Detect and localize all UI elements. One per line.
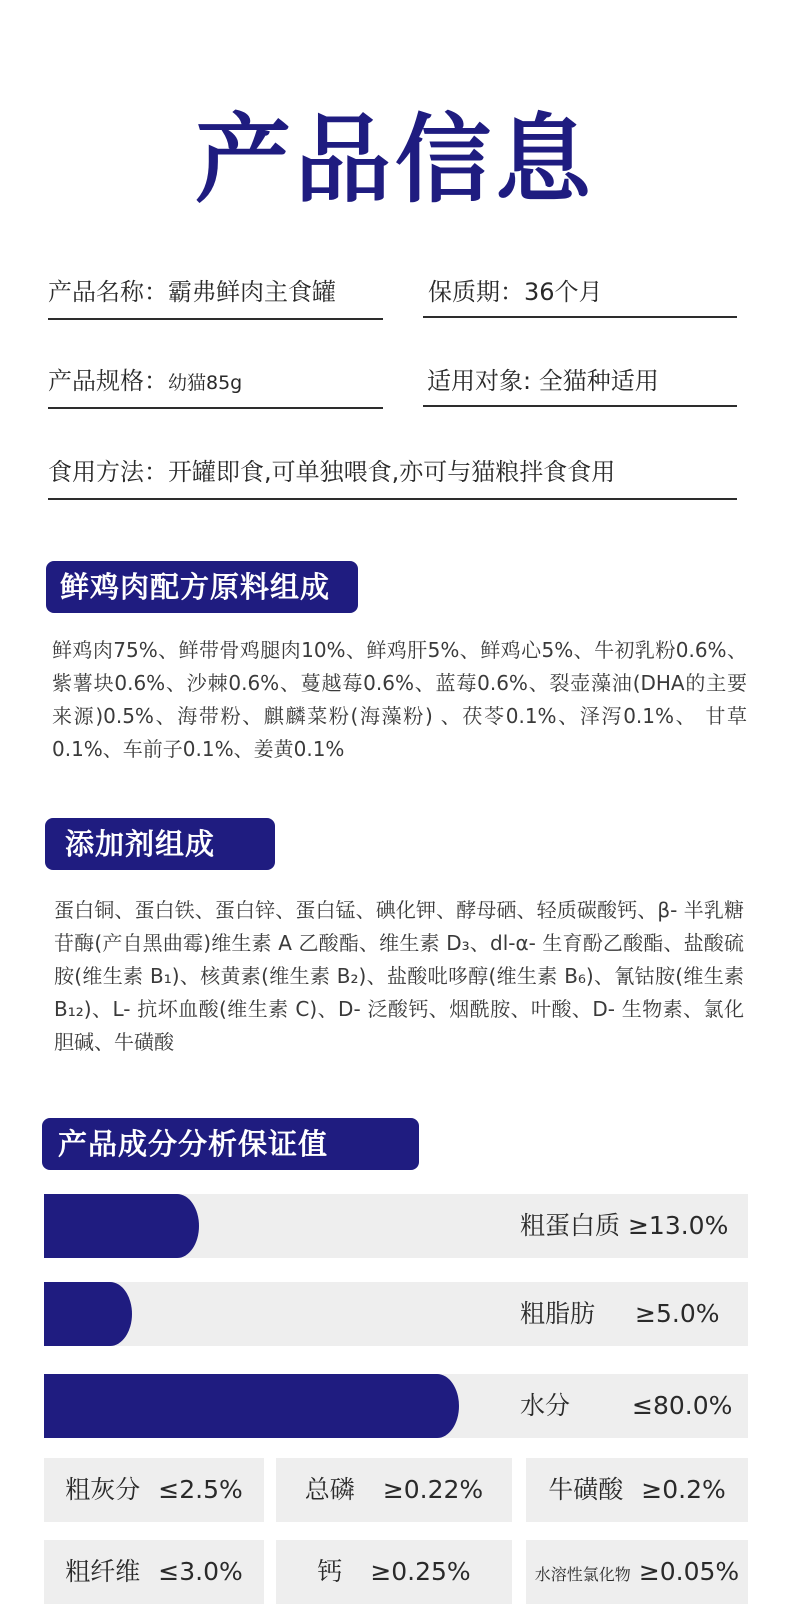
chloride-value: ≥0.05% xyxy=(638,1557,740,1586)
fat-bar xyxy=(44,1282,748,1346)
page-title: 产品信息 xyxy=(195,104,595,216)
calcium-cell xyxy=(276,1540,512,1604)
calcium-name: 钙 xyxy=(317,1557,343,1586)
fat-bar-fill xyxy=(44,1282,132,1346)
usage-label: 食用方法： xyxy=(48,458,168,486)
protein-name: 粗蛋白质 xyxy=(520,1211,621,1240)
shelf-life-field xyxy=(423,272,737,318)
shelf-life-value: 36个月 xyxy=(524,278,603,306)
protein-bar xyxy=(44,1194,748,1258)
target-value: 全猫种适用 xyxy=(538,367,659,395)
target-field xyxy=(423,361,737,407)
moisture-name: 水分 xyxy=(520,1391,571,1420)
protein-bar-label xyxy=(520,1194,728,1258)
fiber-name: 粗纤维 xyxy=(65,1557,141,1586)
ash-name: 粗灰分 xyxy=(65,1475,141,1504)
calcium-value: ≥0.25% xyxy=(370,1557,471,1586)
chloride-name: 水溶性氯化物 xyxy=(534,1565,631,1584)
taurine-name: 牛磺酸 xyxy=(548,1475,624,1504)
moisture-bar-label xyxy=(520,1374,732,1438)
phosphorus-value: ≥0.22% xyxy=(382,1475,484,1504)
ash-cell xyxy=(44,1458,264,1522)
taurine-cell xyxy=(526,1458,748,1522)
target-label: 适用对象: xyxy=(427,367,539,395)
analysis-heading: 产品成分分析保证值 xyxy=(42,1118,419,1170)
spec-value: 幼猫85g xyxy=(168,372,243,394)
ash-value: ≤2.5% xyxy=(158,1475,243,1504)
fat-value: ≥5.0% xyxy=(635,1299,720,1328)
spec-field xyxy=(48,361,383,409)
additives-heading: 添加剂组成 xyxy=(45,818,275,870)
protein-bar-fill xyxy=(44,1194,199,1258)
spec-label: 产品规格： xyxy=(48,367,168,395)
fat-bar-label xyxy=(520,1282,719,1346)
fiber-cell xyxy=(44,1540,264,1604)
phosphorus-cell xyxy=(276,1458,512,1522)
ingredients-text: 鲜鸡肉75%、鲜带骨鸡腿肉10%、鲜鸡肝5%、鲜鸡心5%、牛初乳粉0.6%、紫薯块0.6%、沙棘0.6%、蔓越莓0.6%、蓝莓0.6%、裂壶藻油(DHA的主要来源)0.5%、海带粉、麒麟菜粉(海藻粉) 、茯苓0.1%、泽泻0.1%、 甘草0.1%、车前子0.1%、姜黄0.1% xyxy=(52,638,747,761)
moisture-value: ≤80.0% xyxy=(632,1391,733,1420)
additives-text: 蛋白铜、蛋白铁、蛋白锌、蛋白锰、碘化钾、酵母硒、轻质碳酸钙、β- 半乳糖苷酶(产自黑曲霉)维生素 A 乙酸酯、维生素 D₃、dl-α- 生育酚乙酸酯、盐酸硫胺(维生素 B₁)、核黄素(维生素 B₂)、盐酸吡哆醇(维生素 B₆)、氰钴胺(维生素 B₁₂)、L- 抗坏血酸(维生素 C)、D- 泛酸钙、烟酰胺、叶酸、D- 生物素、氯化胆碱、牛磺酸 xyxy=(54,898,744,1054)
usage-field xyxy=(48,452,737,500)
chloride-cell xyxy=(526,1540,748,1604)
fat-name: 粗脂肪 xyxy=(520,1299,596,1328)
moisture-bar-fill xyxy=(44,1374,459,1438)
usage-value: 开罐即食,可单独喂食,亦可与猫粮拌食食用 xyxy=(168,458,616,486)
taurine-value: ≥0.2% xyxy=(641,1475,726,1504)
fiber-value: ≤3.0% xyxy=(158,1557,243,1586)
phosphorus-name: 总磷 xyxy=(304,1475,355,1504)
product-name-value: 霸弗鲜肉主食罐 xyxy=(168,278,336,306)
product-name-field xyxy=(48,272,383,320)
moisture-bar xyxy=(44,1374,748,1438)
ingredients-heading: 鲜鸡肉配方原料组成 xyxy=(46,561,358,613)
protein-value: ≥13.0% xyxy=(627,1211,729,1240)
product-name-label: 产品名称： xyxy=(48,278,168,306)
shelf-life-label: 保质期： xyxy=(428,278,524,306)
